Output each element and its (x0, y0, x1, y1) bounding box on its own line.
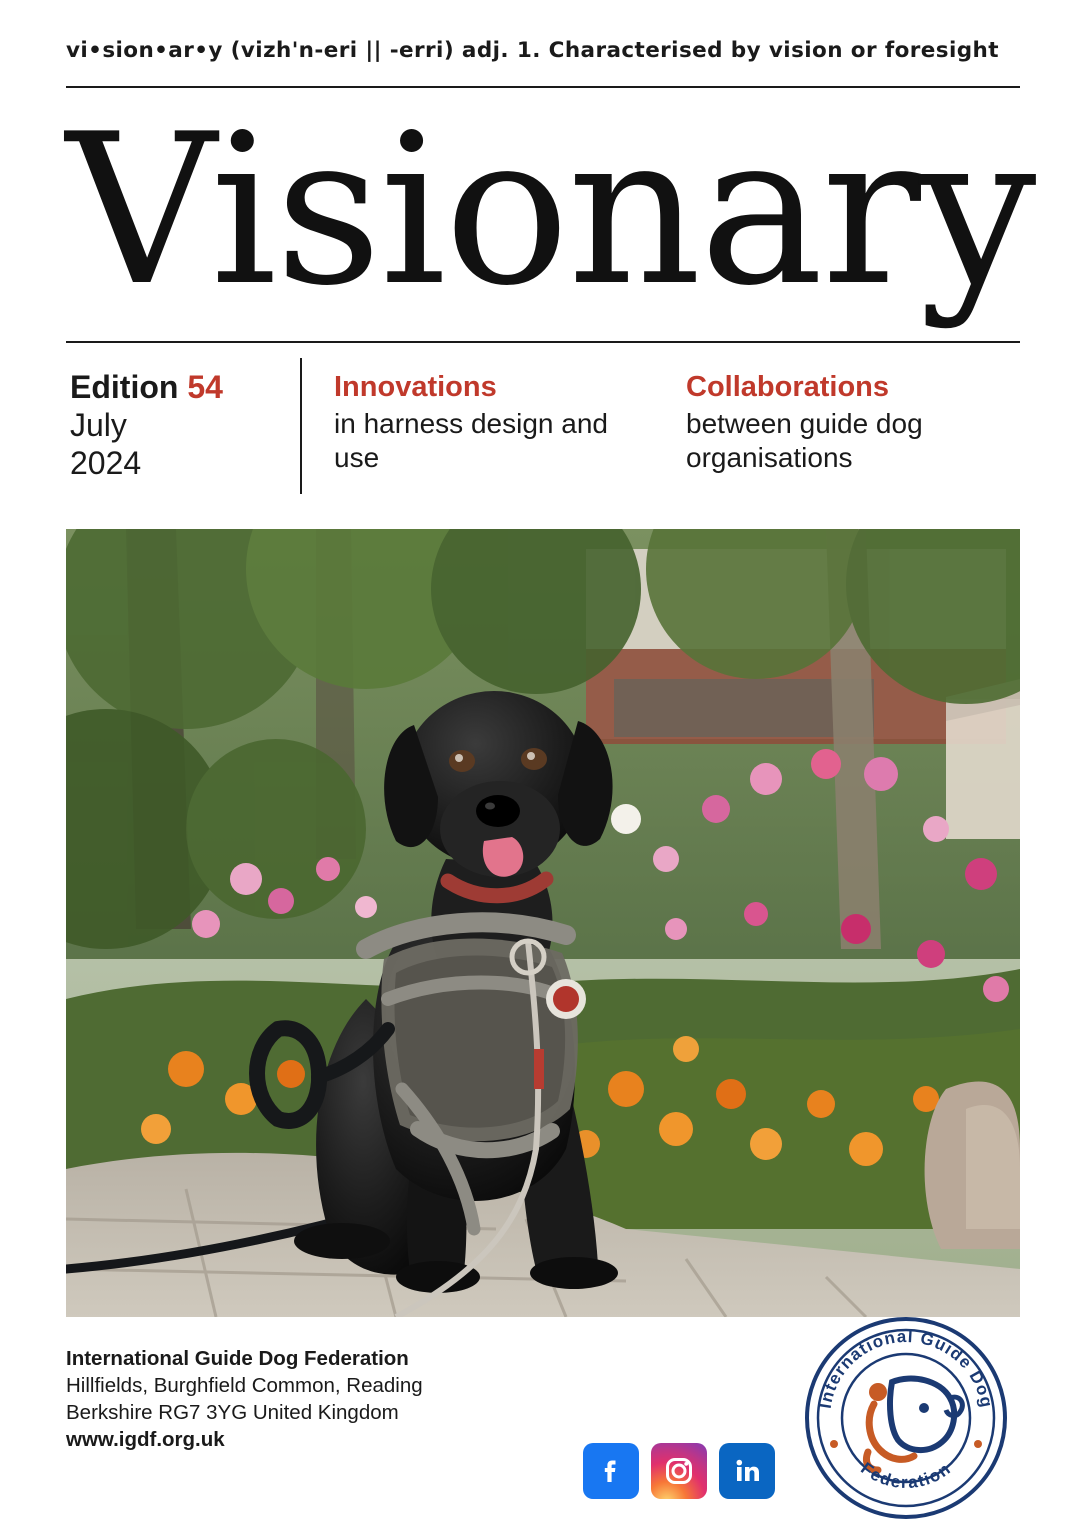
organisation-name: International Guide Dog Federation (66, 1347, 409, 1370)
divider-middle (66, 341, 1020, 343)
instagram-icon[interactable] (651, 1443, 707, 1499)
dictionary-definition: vi•sion•ar•y (vizh'n-eri || -erri) adj. 1. Characterised by vision or foresight (66, 38, 999, 63)
igdf-logo (800, 1312, 1012, 1524)
edition-block (70, 368, 280, 482)
teaser-headline: Innovations (334, 371, 497, 403)
cover-photo (66, 529, 1020, 1317)
teaser-headline: Collaborations (686, 371, 890, 403)
teaser-innovations (334, 370, 654, 475)
address-line-1: Hillfields, Burghfield Common, Reading (66, 1374, 423, 1397)
teaser-subtitle: between guide dog organisations (686, 408, 923, 473)
edition-month: July (70, 407, 127, 443)
address-line-2: Berkshire RG7 3YG United Kingdom (66, 1401, 399, 1424)
teaser-collaborations (686, 370, 1016, 475)
linkedin-icon[interactable] (719, 1443, 775, 1499)
facebook-icon[interactable] (583, 1443, 639, 1499)
page-title: Visionary (66, 90, 1035, 332)
divider-vertical (300, 358, 302, 494)
edition-year: 2024 (70, 445, 142, 481)
divider-top (66, 86, 1020, 88)
edition-label: Edition (70, 369, 179, 405)
logo-top-text: International Guide Dog (815, 1326, 997, 1410)
edition-number: 54 (187, 369, 223, 405)
social-links (583, 1443, 775, 1499)
logo-bottom-text: Federation (857, 1458, 955, 1493)
teaser-subtitle: in harness design and use (334, 408, 608, 473)
website-link[interactable]: www.igdf.org.uk (66, 1428, 225, 1451)
footer-address (66, 1345, 586, 1453)
